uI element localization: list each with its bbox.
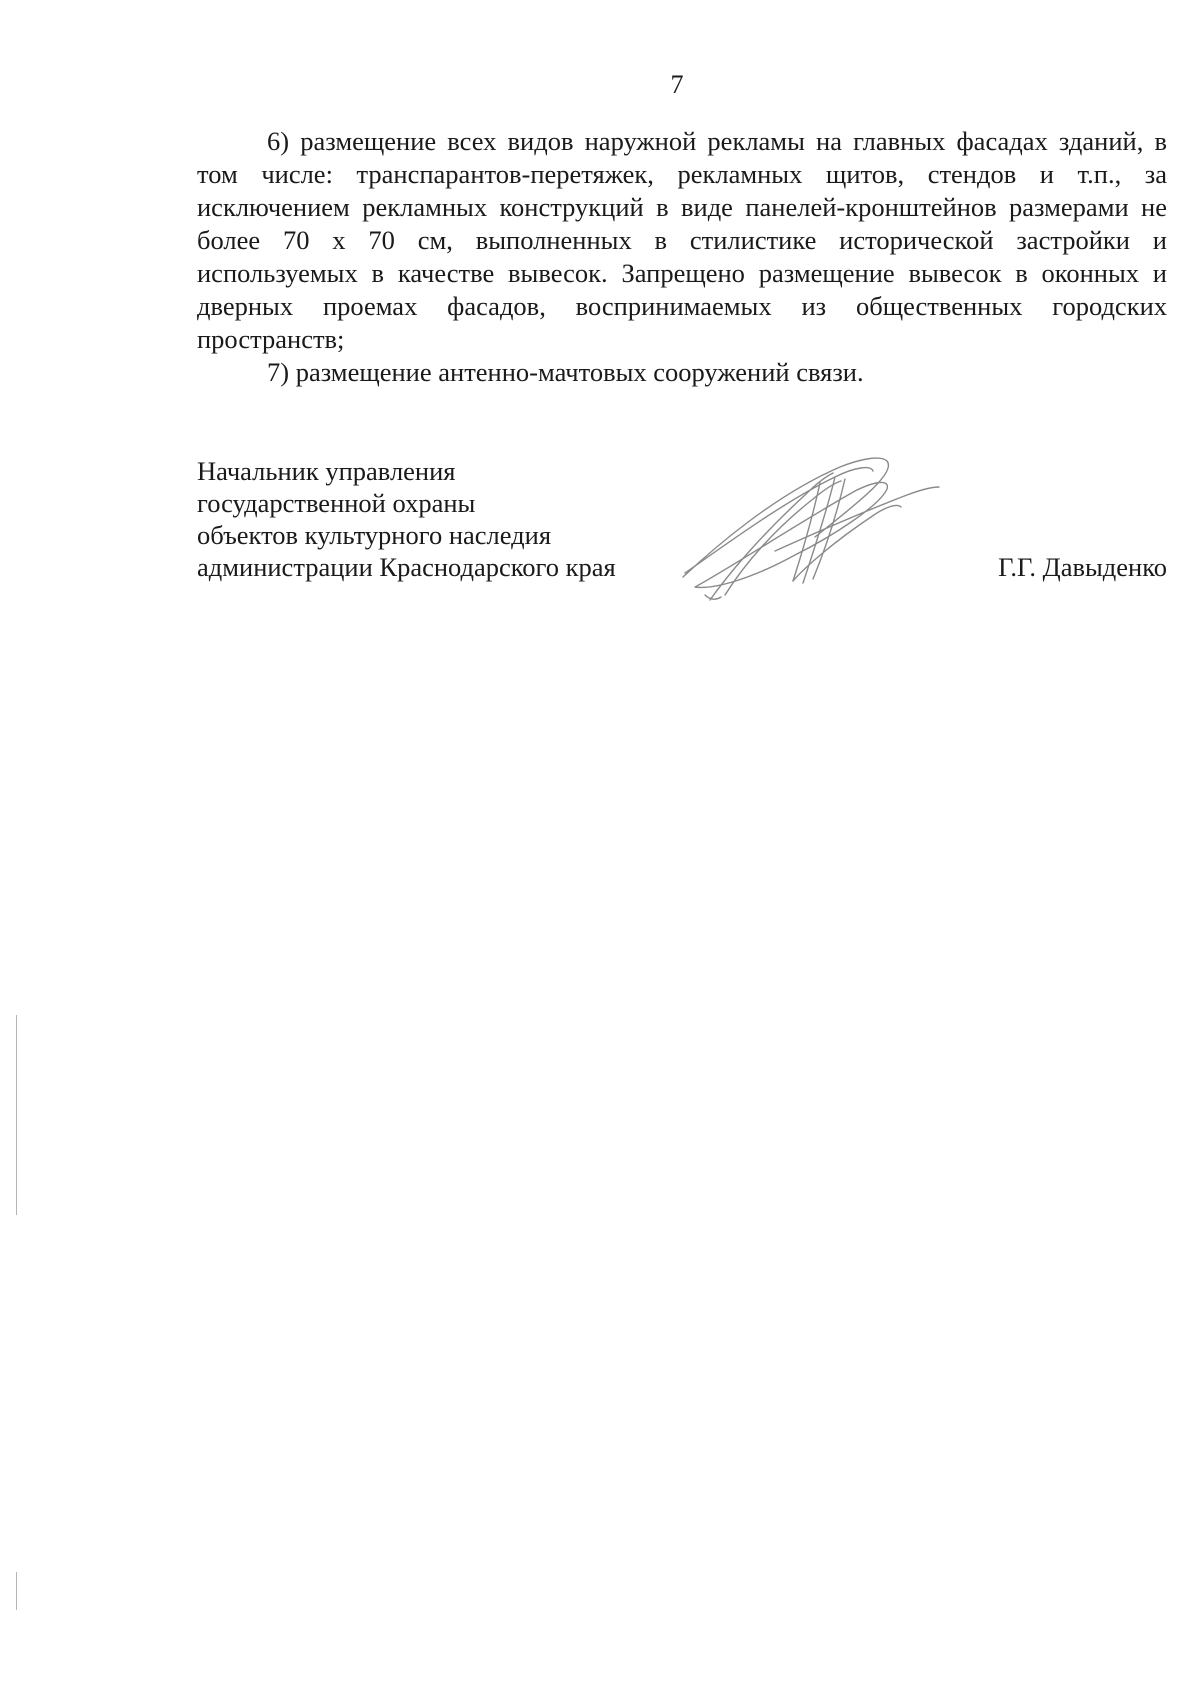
- handwritten-signature-icon: [675, 455, 945, 605]
- signature-block: [197, 455, 1167, 615]
- scan-edge-line: [16, 1015, 17, 1215]
- paragraph-item-6: 6) размещение всех видов наружной рекламы на главных фасадах зданий, в том числе: транспарантов-перетяжек, рекламных щитов, стендов и т.п., за исключением рекламных конструкций в виде панелей-кронштейнов размерами не более 70 х 70 см, выполненных в стилистике исторической застройки и используемых в качестве вывесок. Запрещено размещение вывесок в оконных и дверных проемах фасадов, воспринимаемых из общественных городских пространств;: [197, 126, 1167, 354]
- position-line: государственной охраны: [197, 488, 476, 518]
- position-line: администрации Краснодарского края: [197, 552, 616, 582]
- position-line: Начальник управления: [197, 456, 456, 486]
- position-line: объектов культурного наследия: [197, 520, 552, 550]
- page-number: 7: [670, 70, 684, 99]
- paragraph-item-7: 7) размещение антенно-мачтовых сооружений связи.: [267, 357, 864, 387]
- document-body: [197, 125, 1167, 389]
- scan-edge-line: [16, 1572, 17, 1610]
- signatory-name: Г.Г. Давыденко: [998, 552, 1167, 582]
- signatory-position: [197, 455, 667, 583]
